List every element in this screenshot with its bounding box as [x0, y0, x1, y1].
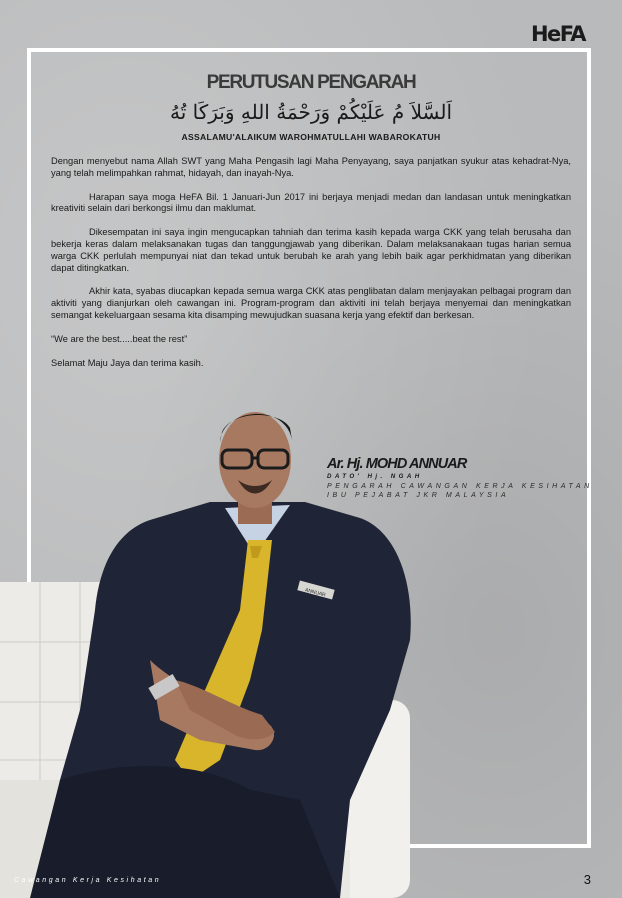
- hefa-logo: HeFA: [530, 22, 585, 46]
- page-title: PERUTUSAN PENGARAH: [206, 72, 416, 93]
- signature-title: DATO' Hj. NGAH: [327, 473, 423, 480]
- signature-office: IBU PEJABAT JKR MALAYSIA: [327, 492, 510, 499]
- paragraph-2: Harapan saya moga HeFA Bil. 1 Januari-Jun 2017 ini berjaya menjadi medan dan landasan untuk meningkatkan kreativiti selain dari berkongsi ilmu dan maklumat.: [51, 191, 571, 214]
- page-number: 3: [583, 872, 591, 887]
- footer-department: Cawangan Kerja Kesihatan: [14, 877, 162, 884]
- quote-line: “We are the best.....beat the rest”: [51, 333, 188, 344]
- signature-name: Ar. Hj. MOHD ANNUAR: [327, 456, 467, 472]
- signature-block: [327, 456, 593, 499]
- paragraph-4: Akhir kata, syabas diucapkan kepada semua warga CKK atas penglibatan dalam menjayakan pelbagai program dan aktiviti yang dianjurkan oleh cawangan ini. Program-program dan aktiviti ini telah berjaya menyemai dan meningkatkan semangat kekeluargaan sesama kita disamping mewujudkan suasana kerja yang efektif dan berkesan.: [51, 286, 571, 320]
- signature-position: PENGARAH CAWANGAN KERJA KESIHATAN: [327, 483, 593, 490]
- paragraph-3: Dikesempatan ini saya ingin mengucapkan tahniah dan terima kasih kepada warga CKK yang telah berusaha dan bekerja keras dalam melaksanakan tugas dan tanggungjawab yang diberikan. Dalam melaksanakaan tugas harian semua warga CKK perlulah mempunyai niat dan tekad untuk berubah ke arah yang lebih baik agar perkhidmatan yang diberikan dapat ditingkatkan.: [51, 227, 571, 273]
- arabic-greeting: اَلسَّلاَ مُ عَلَيْكُمْ وَرَحْمَةُ اللهِ وَبَرَكَا تُهُ: [169, 100, 453, 124]
- closing-line: Selamat Maju Jaya dan terima kasih.: [51, 357, 204, 368]
- name-tag-label: ANNUAR: [304, 587, 327, 599]
- greeting-heading: ASSALAMU'ALAIKUM WAROHMATULLAHI WABAROKATUH: [181, 132, 441, 142]
- message-body: [51, 156, 571, 381]
- paragraph-1: Dengan menyebut nama Allah SWT yang Maha Pengasih lagi Maha Penyayang, saya panjatkan syukur atas kehadrat-Nya, yang telah melimpahkan rahmat, hidayah, dan inayah-Nya.: [51, 156, 571, 178]
